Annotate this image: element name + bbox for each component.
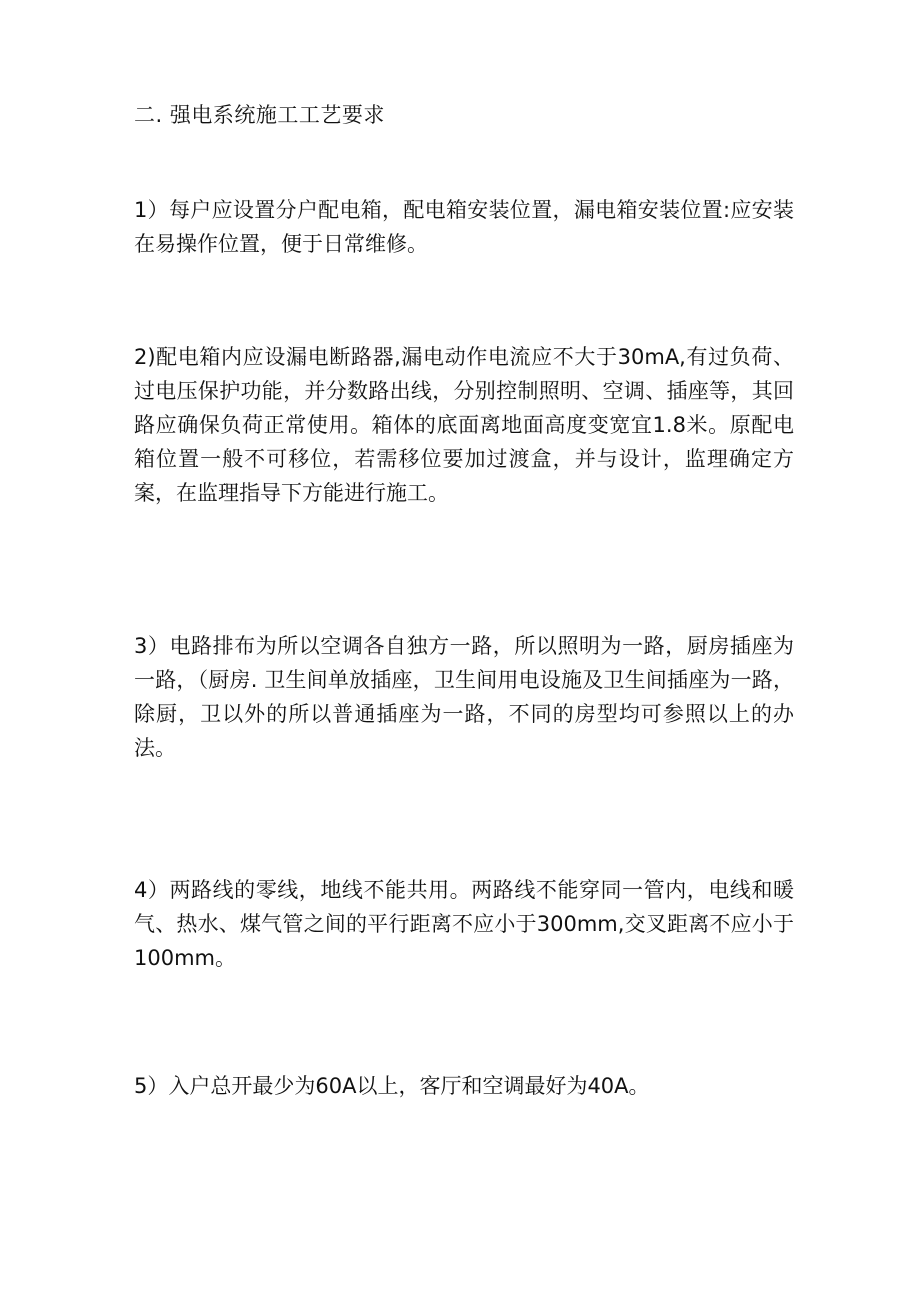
paragraph-4: 4）两路线的零线，地线不能共用。两路线不能穿同一管内，电线和暖气、热水、煤气管之间的平行距离不应小于300mm,交叉距离不应小于100mm。 (134, 878, 794, 970)
section-heading: 二. 强电系统施工工艺要求 (134, 103, 385, 127)
paragraph-5: 5）入户总开最少为60A以上，客厅和空调最好为40A。 (134, 1074, 650, 1098)
paragraph-3: 3）电路排布为所以空调各自独方一路，所以照明为一路，厨房插座为一路，（厨房. 卫生间单放插座，卫生间用电设施及卫生间插座为一路，除厨，卫以外的所以普通插座为一路，不同的房型均可参照以上的办法。 (134, 634, 794, 760)
paragraph-1: 1）每户应设置分户配电箱，配电箱安装位置，漏电箱安装位置:应安装在易操作位置，便于日常维修。 (134, 198, 794, 256)
paragraph-2: 2)配电箱内应设漏电断路器,漏电动作电流应不大于30mA,有过负荷、过电压保护功能，并分数路出线，分别控制照明、空调、插座等，其回路应确保负荷正常使用。箱体的底面离地面高度变宽宜1.8米。原配电箱位置一般不可移位，若需移位要加过渡盒，并与设计，监理确定方案，在监理指导下方能进行施工。 (134, 345, 794, 505)
